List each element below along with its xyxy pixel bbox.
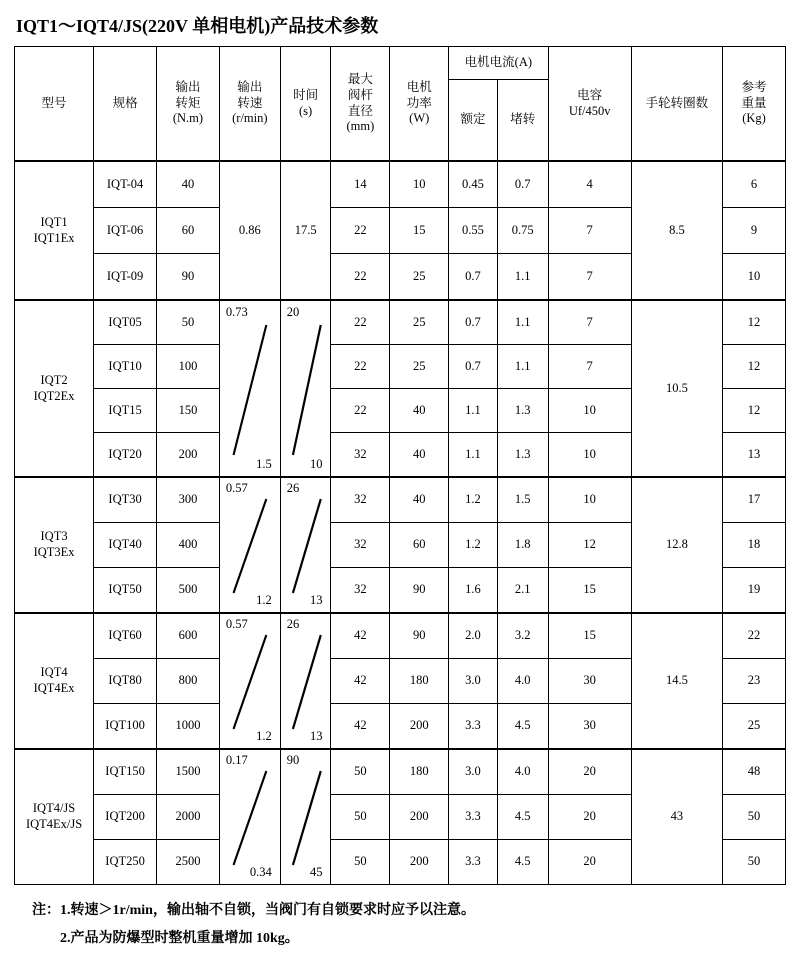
page-title: IQT1～IQT4/JS(220V 单相电机)产品技术参数 xyxy=(16,16,379,36)
table-row xyxy=(15,613,786,659)
cell-current-rated: 0.7 xyxy=(449,300,498,345)
cell-stem-diameter: 32 xyxy=(331,433,390,478)
group-model-line1: IQT4/JS xyxy=(32,801,76,816)
header-model: 型号 xyxy=(15,47,94,162)
cell-current-rated: 1.1 xyxy=(449,389,498,433)
cell-capacitor: 10 xyxy=(548,477,631,523)
cell-speed-bottom: 0.34 xyxy=(249,865,272,880)
diagonal-line-icon xyxy=(281,751,331,883)
cell-power: 40 xyxy=(390,433,449,478)
table-row xyxy=(15,749,786,795)
cell-weight: 6 xyxy=(723,161,786,208)
cell-capacitor: 4 xyxy=(548,161,631,208)
spec-table xyxy=(14,46,786,885)
header-motor-power xyxy=(390,47,449,162)
cell-capacitor: 7 xyxy=(548,208,631,254)
cell-weight: 13 xyxy=(723,433,786,478)
cell-speed-bottom: 1.5 xyxy=(256,456,272,471)
header-motor-current: 电机电流(A) xyxy=(449,47,548,80)
cell-spec: IQT15 xyxy=(94,389,157,433)
cell-power: 90 xyxy=(390,613,449,659)
cell-spec: IQT250 xyxy=(94,840,157,885)
cell-spec: IQT100 xyxy=(94,704,157,750)
cell-spec: IQT-06 xyxy=(94,208,157,254)
cell-time-bottom: 13 xyxy=(309,593,323,608)
table-row xyxy=(15,477,786,523)
header-time-l1: 时间 xyxy=(293,87,319,102)
cell-capacitor: 7 xyxy=(548,345,631,389)
cell-current-stall: 3.2 xyxy=(497,613,548,659)
cell-current-rated: 1.6 xyxy=(449,568,498,614)
cell-spec: IQT40 xyxy=(94,523,157,568)
cell-speed-bottom: 1.2 xyxy=(256,593,272,608)
cell-torque: 150 xyxy=(157,389,220,433)
cell-current-stall: 4.5 xyxy=(497,840,548,885)
cell-current-stall: 4.0 xyxy=(497,659,548,704)
cell-power: 200 xyxy=(390,704,449,750)
cell-capacitor: 30 xyxy=(548,704,631,750)
group-model-line2: IQT4Ex/JS xyxy=(25,817,83,831)
cell-current-stall: 1.3 xyxy=(497,389,548,433)
cell-weight: 25 xyxy=(723,704,786,750)
group-model-cell xyxy=(15,161,94,300)
diagonal-line-icon xyxy=(220,615,280,747)
cell-speed-top: 0.57 xyxy=(225,481,248,495)
header-output-torque xyxy=(157,47,220,162)
cell-torque: 40 xyxy=(157,161,220,208)
cell-speed-range xyxy=(219,477,280,613)
cell-weight: 18 xyxy=(723,523,786,568)
note-line-1: 注：1.转速＞1r/min，输出轴不自锁，当阀门有自锁要求时应予以注意。 xyxy=(32,903,475,918)
header-current-stall: 堵转 xyxy=(497,80,548,162)
group-model-line1: IQT3 xyxy=(40,529,68,544)
header-current-rated: 额定 xyxy=(449,80,498,162)
cell-torque: 50 xyxy=(157,300,220,345)
cell-time-top: 26 xyxy=(286,481,300,495)
cell-weight: 9 xyxy=(723,208,786,254)
cell-weight: 50 xyxy=(723,840,786,885)
cell-time-top: 26 xyxy=(286,617,300,631)
cell-current-stall: 4.0 xyxy=(497,749,548,795)
cell-capacitor: 10 xyxy=(548,389,631,433)
diagonal-line-icon xyxy=(281,615,331,747)
header-output-torque-l1: 输出 xyxy=(175,80,201,95)
cell-time-range xyxy=(280,477,331,613)
cell-power: 25 xyxy=(390,254,449,301)
cell-power: 40 xyxy=(390,389,449,433)
diagonal-line-icon xyxy=(281,303,331,475)
group-model-cell xyxy=(15,749,94,885)
header-weight-l2: 重量 xyxy=(741,95,767,110)
cell-stem-diameter: 50 xyxy=(331,749,390,795)
cell-power: 10 xyxy=(390,161,449,208)
cell-weight: 12 xyxy=(723,389,786,433)
cell-power: 90 xyxy=(390,568,449,614)
cell-current-stall: 1.8 xyxy=(497,523,548,568)
header-weight-l1: 参考 xyxy=(741,80,767,95)
cell-weight: 12 xyxy=(723,300,786,345)
table-row xyxy=(15,300,786,345)
cell-current-stall: 1.1 xyxy=(497,254,548,301)
cell-time-top: 90 xyxy=(286,753,300,767)
cell-spec: IQT10 xyxy=(94,345,157,389)
cell-stem-diameter: 42 xyxy=(331,659,390,704)
cell-current-rated: 0.7 xyxy=(449,345,498,389)
header-output-speed-l1: 输出 xyxy=(237,80,263,95)
cell-stem-diameter: 42 xyxy=(331,704,390,750)
cell-stem-diameter: 22 xyxy=(331,345,390,389)
cell-power: 15 xyxy=(390,208,449,254)
cell-spec: IQT80 xyxy=(94,659,157,704)
header-stem-diameter-l2: 阀杆 xyxy=(347,87,373,102)
cell-stem-diameter: 22 xyxy=(331,300,390,345)
cell-current-rated: 0.55 xyxy=(449,208,498,254)
cell-time-bottom: 13 xyxy=(309,729,323,744)
cell-stem-diameter: 32 xyxy=(331,568,390,614)
cell-torque: 100 xyxy=(157,345,220,389)
cell-current-rated: 3.0 xyxy=(449,659,498,704)
cell-spec: IQT50 xyxy=(94,568,157,614)
cell-current-stall: 2.1 xyxy=(497,568,548,614)
table-header-row xyxy=(15,47,786,80)
cell-time-top: 20 xyxy=(286,304,300,319)
cell-power: 25 xyxy=(390,300,449,345)
cell-spec: IQT30 xyxy=(94,477,157,523)
cell-weight: 19 xyxy=(723,568,786,614)
diagonal-line-icon xyxy=(281,479,331,611)
group-model-cell xyxy=(15,300,94,477)
cell-current-rated: 0.45 xyxy=(449,161,498,208)
cell-speed-bottom: 1.2 xyxy=(256,729,272,744)
cell-weight: 12 xyxy=(723,345,786,389)
note-line-2: 2.产品为防爆型时整机重量增加 10kg。 xyxy=(60,931,299,946)
cell-handwheel: 12.8 xyxy=(631,477,722,613)
cell-current-stall: 0.7 xyxy=(497,161,548,208)
cell-capacitor: 20 xyxy=(548,840,631,885)
cell-stem-diameter: 32 xyxy=(331,523,390,568)
cell-weight: 23 xyxy=(723,659,786,704)
cell-torque: 2500 xyxy=(157,840,220,885)
cell-time: 17.5 xyxy=(280,161,331,300)
cell-stem-diameter: 42 xyxy=(331,613,390,659)
cell-capacitor: 7 xyxy=(548,300,631,345)
cell-speed: 0.86 xyxy=(219,161,280,300)
cell-spec: IQT-04 xyxy=(94,161,157,208)
group-model-line1: IQT4 xyxy=(40,665,68,680)
header-capacitor-l1: 电容 xyxy=(577,87,603,102)
cell-capacitor: 30 xyxy=(548,659,631,704)
cell-time-range xyxy=(280,613,331,749)
cell-capacitor: 10 xyxy=(548,433,631,478)
header-handwheel-turns: 手轮转圈数 xyxy=(631,47,722,162)
cell-capacitor: 7 xyxy=(548,254,631,301)
cell-current-stall: 0.75 xyxy=(497,208,548,254)
cell-current-rated: 3.3 xyxy=(449,840,498,885)
cell-current-stall: 4.5 xyxy=(497,795,548,840)
cell-weight: 50 xyxy=(723,795,786,840)
cell-capacitor: 15 xyxy=(548,568,631,614)
header-weight xyxy=(723,47,786,162)
header-output-speed-l3: (r/min) xyxy=(232,111,268,126)
cell-weight: 17 xyxy=(723,477,786,523)
table-row xyxy=(15,161,786,208)
header-spec: 规格 xyxy=(94,47,157,162)
cell-torque: 60 xyxy=(157,208,220,254)
header-capacitor-l2: Uf/450v xyxy=(568,103,611,118)
cell-time-bottom: 45 xyxy=(309,865,323,880)
cell-torque: 90 xyxy=(157,254,220,301)
cell-current-stall: 1.5 xyxy=(497,477,548,523)
cell-power: 180 xyxy=(390,749,449,795)
group-model-cell xyxy=(15,613,94,749)
cell-time-range xyxy=(280,300,331,477)
cell-current-rated: 1.2 xyxy=(449,523,498,568)
cell-stem-diameter: 22 xyxy=(331,389,390,433)
group-model-cell xyxy=(15,477,94,613)
cell-spec: IQT60 xyxy=(94,613,157,659)
cell-current-rated: 1.1 xyxy=(449,433,498,478)
cell-spec: IQT05 xyxy=(94,300,157,345)
cell-power: 25 xyxy=(390,345,449,389)
cell-stem-diameter: 22 xyxy=(331,254,390,301)
group-model-line2: IQT2Ex xyxy=(33,388,75,403)
cell-speed-top: 0.73 xyxy=(225,304,248,319)
cell-spec: IQT150 xyxy=(94,749,157,795)
cell-handwheel: 8.5 xyxy=(631,161,722,300)
cell-current-stall: 1.1 xyxy=(497,345,548,389)
cell-power: 60 xyxy=(390,523,449,568)
cell-torque: 500 xyxy=(157,568,220,614)
header-time-l2: (s) xyxy=(299,103,313,118)
cell-power: 40 xyxy=(390,477,449,523)
notes-block xyxy=(14,897,786,953)
header-motor-power-l2: 功率 xyxy=(406,95,432,110)
cell-speed-range xyxy=(219,300,280,477)
cell-current-rated: 3.3 xyxy=(449,704,498,750)
diagonal-line-icon xyxy=(220,479,280,611)
cell-capacitor: 20 xyxy=(548,795,631,840)
group-model-line2: IQT3Ex xyxy=(33,545,75,559)
cell-stem-diameter: 50 xyxy=(331,795,390,840)
cell-time-range xyxy=(280,749,331,885)
group-model-line2: IQT1Ex xyxy=(33,230,75,245)
cell-speed-range xyxy=(219,749,280,885)
cell-speed-top: 0.17 xyxy=(225,753,248,767)
cell-torque: 400 xyxy=(157,523,220,568)
cell-current-rated: 0.7 xyxy=(449,254,498,301)
header-stem-diameter-l4: (mm) xyxy=(346,119,375,134)
cell-stem-diameter: 32 xyxy=(331,477,390,523)
header-stem-diameter-l3: 直径 xyxy=(347,103,373,118)
group-model-line2: IQT4Ex xyxy=(33,681,75,695)
cell-handwheel: 14.5 xyxy=(631,613,722,749)
cell-speed-range xyxy=(219,613,280,749)
cell-speed-top: 0.57 xyxy=(225,617,248,631)
cell-current-stall: 1.3 xyxy=(497,433,548,478)
header-capacitor xyxy=(548,47,631,162)
cell-spec: IQT-09 xyxy=(94,254,157,301)
cell-current-rated: 3.0 xyxy=(449,749,498,795)
cell-torque: 200 xyxy=(157,433,220,478)
cell-torque: 300 xyxy=(157,477,220,523)
cell-power: 180 xyxy=(390,659,449,704)
cell-torque: 1500 xyxy=(157,749,220,795)
cell-handwheel: 10.5 xyxy=(631,300,722,477)
cell-stem-diameter: 22 xyxy=(331,208,390,254)
header-output-speed xyxy=(219,47,280,162)
cell-capacitor: 15 xyxy=(548,613,631,659)
cell-torque: 600 xyxy=(157,613,220,659)
header-motor-power-l3: (W) xyxy=(409,111,430,126)
cell-power: 200 xyxy=(390,840,449,885)
cell-torque: 2000 xyxy=(157,795,220,840)
cell-stem-diameter: 50 xyxy=(331,840,390,885)
header-output-torque-l2: 转矩 xyxy=(175,95,201,110)
header-output-speed-l2: 转速 xyxy=(237,95,263,110)
cell-time-bottom: 10 xyxy=(309,456,323,471)
cell-stem-diameter: 14 xyxy=(331,161,390,208)
header-output-torque-l3: (N.m) xyxy=(172,111,204,126)
group-model-line1: IQT2 xyxy=(40,372,68,387)
cell-current-stall: 1.1 xyxy=(497,300,548,345)
cell-current-rated: 1.2 xyxy=(449,477,498,523)
header-motor-power-l1: 电机 xyxy=(406,80,432,95)
header-stem-diameter xyxy=(331,47,390,162)
cell-current-rated: 2.0 xyxy=(449,613,498,659)
cell-weight: 22 xyxy=(723,613,786,659)
diagonal-line-icon xyxy=(220,303,280,475)
cell-weight: 10 xyxy=(723,254,786,301)
cell-spec: IQT20 xyxy=(94,433,157,478)
cell-power: 200 xyxy=(390,795,449,840)
cell-weight: 48 xyxy=(723,749,786,795)
cell-capacitor: 20 xyxy=(548,749,631,795)
group-model-line1: IQT1 xyxy=(40,214,68,229)
header-weight-l3: (Kg) xyxy=(742,111,766,126)
cell-torque: 1000 xyxy=(157,704,220,750)
diagonal-line-icon xyxy=(220,751,280,883)
header-time xyxy=(280,47,331,162)
cell-capacitor: 12 xyxy=(548,523,631,568)
cell-torque: 800 xyxy=(157,659,220,704)
cell-current-rated: 3.3 xyxy=(449,795,498,840)
cell-current-stall: 4.5 xyxy=(497,704,548,750)
header-stem-diameter-l1: 最大 xyxy=(347,72,373,87)
cell-handwheel: 43 xyxy=(631,749,722,885)
cell-spec: IQT200 xyxy=(94,795,157,840)
